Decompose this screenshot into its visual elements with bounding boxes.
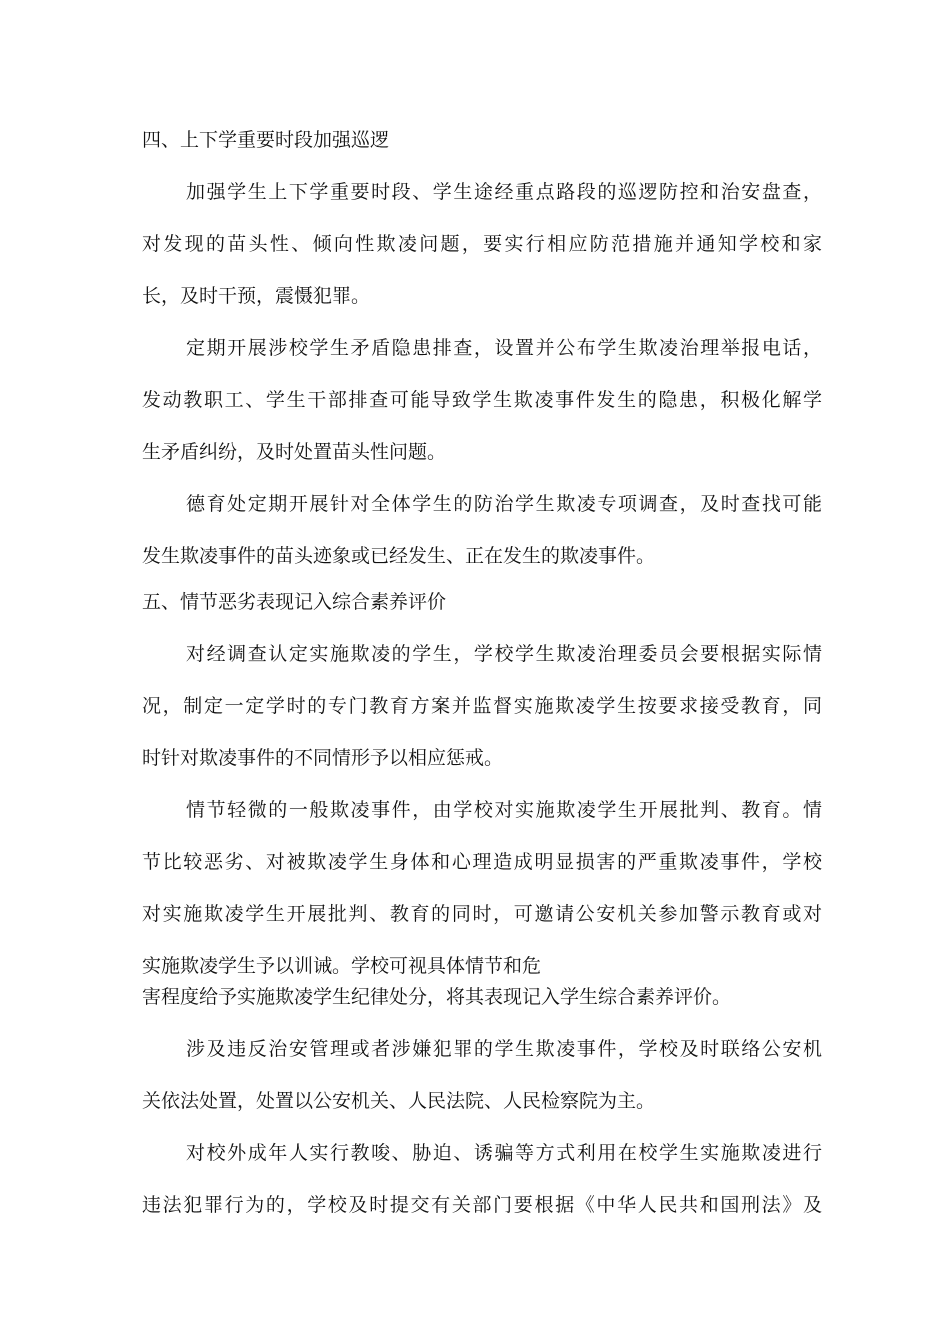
- paragraph-line: 对发现的苗头性、倾向性欺凌问题，要实行相应防范措施并通知学校和家: [142, 233, 822, 255]
- section-heading-4: 四、上下学重要时段加强巡逻: [142, 129, 390, 151]
- paragraph-line: 实施欺凌学生予以训诫。学校可视具体情节和危: [142, 955, 542, 977]
- paragraph-line: 害程度给予实施欺凌学生纪律处分，将其表现记入学生综合素养评价。: [142, 986, 732, 1008]
- paragraph-line: 对实施欺凌学生开展批判、教育的同时，可邀请公安机关参加警示教育或对: [142, 903, 822, 925]
- paragraph-line: 定期开展涉校学生矛盾隐患排查，设置并公布学生欺凌治理举报电话，: [186, 337, 822, 359]
- paragraph-line: 加强学生上下学重要时段、学生途经重点路段的巡逻防控和治安盘查，: [186, 181, 822, 203]
- paragraph-line: 发动教职工、学生干部排查可能导致学生欺凌事件发生的隐患，积极化解学: [142, 389, 822, 411]
- paragraph-line: 对校外成年人实行教唆、胁迫、诱骗等方式利用在校学生实施欺凌进行: [186, 1142, 822, 1164]
- paragraph-line: 关依法处置，处置以公安机关、人民法院、人民检察院为主。: [142, 1090, 656, 1112]
- paragraph-line: 况，制定一定学时的专门教育方案并监督实施欺凌学生按要求接受教育，同: [142, 695, 822, 717]
- paragraph-line: 节比较恶劣、对被欺凌学生身体和心理造成明显损害的严重欺凌事件，学校: [142, 851, 822, 873]
- paragraph-line: 长，及时干预，震慑犯罪。: [142, 285, 371, 307]
- paragraph-line: 涉及违反治安管理或者涉嫌犯罪的学生欺凌事件，学校及时联络公安机: [186, 1038, 822, 1060]
- paragraph-line: 生矛盾纠纷，及时处置苗头性问题。: [142, 441, 447, 463]
- paragraph-line: 情节轻微的一般欺凌事件，由学校对实施欺凌学生开展批判、教育。情: [186, 799, 822, 821]
- section-heading-5: 五、情节恶劣表现记入综合素养评价: [142, 591, 447, 613]
- paragraph-line: 违法犯罪行为的，学校及时提交有关部门要根据《中华人民共和国刑法》及: [142, 1194, 822, 1216]
- paragraph-line: 对经调查认定实施欺凌的学生，学校学生欺凌治理委员会要根据实际情: [186, 643, 822, 665]
- paragraph-line: 发生欺凌事件的苗头迹象或已经发生、正在发生的欺凌事件。: [142, 545, 656, 567]
- paragraph-line: 德育处定期开展针对全体学生的防治学生欺凌专项调查，及时查找可能: [186, 493, 822, 515]
- paragraph-line: 时针对欺凌事件的不同情形予以相应惩戒。: [142, 747, 504, 769]
